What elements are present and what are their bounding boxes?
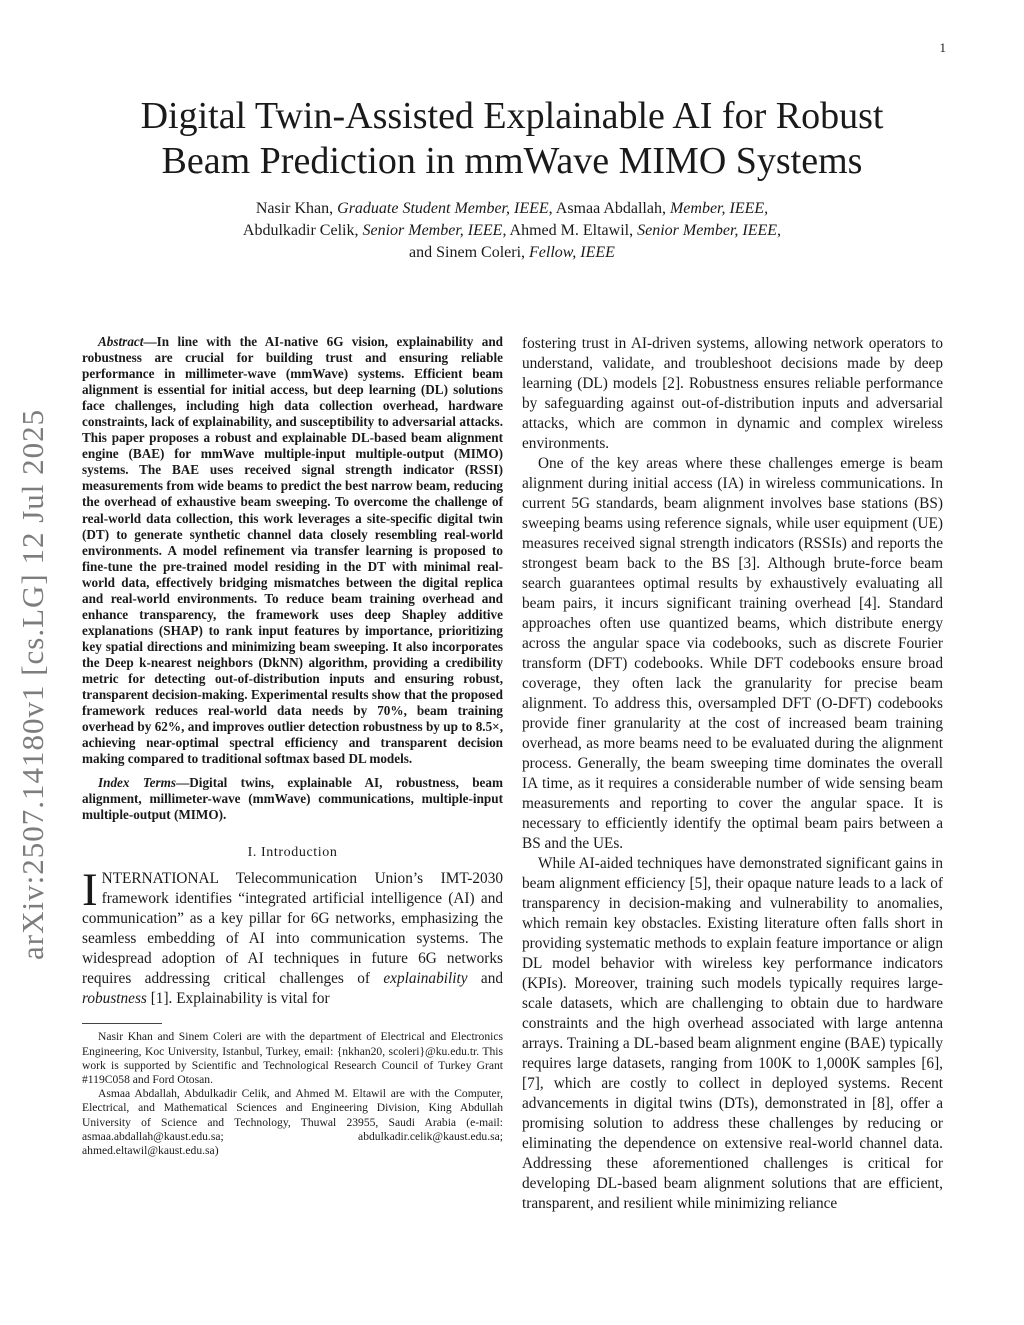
- author-membership: Graduate Student Member, IEEE: [337, 200, 549, 217]
- abstract-text: —In line with the AI-native 6G vision, explainability and robustness are crucial for building trust and ensuring reliable performance in millimeter-wave (mmWave) systems. Efficient beam alignment is essential for initial access, but deep learning (DL) solutions face challenges, including high data collection overhead, hardware constraints, lack of explainability, and susceptibility to adversarial attacks. This paper proposes a robust and explainable DL-based beam alignment engine (BAE) for mmWave multiple-input multiple-output (MIMO) systems. The BAE uses received signal strength indicator (RSSI) measurements from wide beams to predict the best narrow beam, reducing the overhead of exhaustive beam sweeping. To overcome the challenge of real-world data collection, this work leverages a site-specific digital twin (DT) to generate synthetic channel data closely resembling real-world environments. A model refinement via transfer learning is proposed to fine-tune the pre-trained model residing in the DT with minimal real-world data, effectively bridging mismatches between the digital replica and real-world environments. To reduce beam training overhead and enhance transparency, the framework uses deep Shapley additive explanations (SHAP) to rank input features by importance, prioritizing key spatial directions and minimizing beam sweeping. It also incorporates the Deep k-nearest neighbors (DkNN) algorithm, providing a credibility metric for detecting out-of-distribution inputs and ensuring robust, transparent decision-making. Experimental results show that the proposed framework reduces real-world data needs by 70%, beam training overhead by 62%, and improves outlier detection robustness by up to 8.5×, achieving near-optimal spectral efficiency and transparent decision making compared to traditional softmax based DL models.: [82, 334, 503, 767]
- paragraph: One of the key areas where these challenges emerge is beam alignment during initial access (IA) in wireless communications. In current 5G standards, beam alignment involves base stations (BS) sweeping beams using reference signals, while user equipment (UE) measures received signal strength indicators (RSSIs) and reports the strongest beam back to the BS [3]. Although brute-force beam search guarantees optimal results by exhaustively evaluating all beam pairs, it incurs significant training overhead [4]. Standard approaches often use quantized beams, which distribute energy across the angular space via codebooks, such as discrete Fourier transform (DFT) codebooks. While DFT codebooks ensure broad coverage, they often lack the granularity for precise beam alignment. To address this, oversampled DFT (O-DFT) codebooks provide finer granularity at the cost of increased beam training overhead, as more beams need to be evaluated during the alignment process. Generally, the beam sweeping time dominates the overall IA time, as it requires a considerable number of wide sensing beam measurements and reporting to cover the angular space. It is necessary to efficiently identify the optimal beam pairs between a BS and the UEs.: [522, 455, 943, 852]
- author-membership: Senior Member, IEEE,: [637, 222, 782, 239]
- author-name: , Ahmed M. Eltawil,: [502, 222, 638, 239]
- title-line-1: Digital Twin-Assisted Explainable AI for Robust: [140, 95, 884, 137]
- paper-title: [60, 94, 964, 184]
- title-line-2: Beam Prediction in mmWave MIMO Systems: [161, 140, 863, 182]
- footnote-divider: [82, 1023, 162, 1024]
- author-membership: Senior Member, IEEE: [362, 222, 503, 239]
- right-column: [522, 334, 943, 1214]
- section-heading: I. Introduction: [247, 845, 338, 861]
- author-list: [112, 198, 912, 264]
- intro-paragraph-text: NTERNATIONAL Telecommunication Union’s IMT-2030 framework identifies “integrated artificial intelligence (AI) and communication” as a key pillar for 6G networks, emphasizing the seamless embedding of AI into communication systems. The widespread adoption of AI techniques in future 6G networks requires addressing critical challenges of: [82, 870, 503, 988]
- index-terms-label: Index Terms: [98, 775, 177, 791]
- drop-cap: I: [82, 864, 98, 917]
- intro-paragraph-text: [1]. Explainability is vital for: [146, 990, 330, 1008]
- emphasis-robustness: robustness: [82, 990, 147, 1008]
- paragraph: fostering trust in AI-driven systems, allowing network operators to understand, validate, and troubleshoot decisions made by deep learning (DL) models [2]. Robustness ensures reliable performance by safeguarding against out-of-distribution inputs and adversarial attacks, which are common in dynamic and complex wireless environments.: [522, 335, 943, 452]
- emphasis-explainability: explainability: [383, 970, 468, 988]
- author-name: and Sinem Coleri,: [409, 244, 530, 261]
- arxiv-identifier-stamp[interactable]: arXiv:2507.14180v1 [cs.LG] 12 Jul 2025: [15, 408, 50, 960]
- intro-paragraph-text: and: [467, 970, 503, 988]
- left-column: [82, 334, 503, 1158]
- footnote-affiliation-1: Nasir Khan and Sinem Coleri are with the department of Electrical and Electronics Engineering, Koc University, Istanbul, Turkey, email: {nkhan20, scoleri}@ku.edu.tr. This work is supported by Scientific and Technological Research Council of Turkey Grant #119C058 and Ford Otosan.: [82, 1030, 503, 1087]
- abstract: [82, 334, 503, 823]
- index-terms: [82, 775, 503, 823]
- author-name: , Asmaa Abdallah,: [548, 200, 670, 217]
- author-membership: Member, IEEE,: [669, 200, 769, 217]
- index-terms-text: —Digital twins, explainable AI, robustness, beam alignment, millimeter-wave (mmWave) communications, multiple-input multiple-output (MIMO).: [82, 775, 503, 823]
- footnote-affiliation-2: Asmaa Abdallah, Abdulkadir Celik, and Ahmed M. Eltawil are with the Computer, Electrical, and Mathematical Sciences and Engineering Division, King Abdullah University of Science and Technology, Thuwal 23955, Saudi Arabia (e-mail: asmaa.abdallah@kaust.edu.sa; abdulkadir.celik@kaust.edu.sa; ahmed.eltawil@kaust.edu.sa): [82, 1087, 503, 1158]
- page-number: 1: [939, 40, 946, 55]
- author-name: Nasir Khan,: [255, 200, 338, 217]
- author-membership: Fellow, IEEE: [529, 244, 615, 261]
- abstract-label: Abstract: [98, 334, 144, 349]
- paragraph: While AI-aided techniques have demonstrated significant gains in beam alignment efficiency [5], their opaque nature leads to a lack of transparency in decision-making and vulnerability to anomalies, which remain key obstacles. Existing literature often falls short in providing systematic methods to explain feature importance or align DL model behavior with wireless key performance indicators (KPIs). Moreover, training such models typically requires large-scale datasets, which are challenging to obtain due to hardware constraints and the high overhead associated with large antenna arrays. Training a DL-based beam alignment engine (BAE) typically requires large datasets, ranging from 100K to 1,000K samples [6], [7], which are costly to collect in deployed systems. Recent advancements in digital twins (DTs), demonstrated in [8], offer a promising solution to address these challenges by reducing or eliminating the dependence on extensive real-world channel data. Addressing these aforementioned challenges is critical for developing DL-based beam alignment solutions that are efficient, transparent, and resilient while minimizing reliance: [522, 855, 943, 1212]
- introduction-continued: [522, 334, 943, 1214]
- introduction-text: [82, 864, 503, 1009]
- author-name: Abdulkadir Celik,: [242, 222, 363, 239]
- footnotes: [82, 1030, 503, 1158]
